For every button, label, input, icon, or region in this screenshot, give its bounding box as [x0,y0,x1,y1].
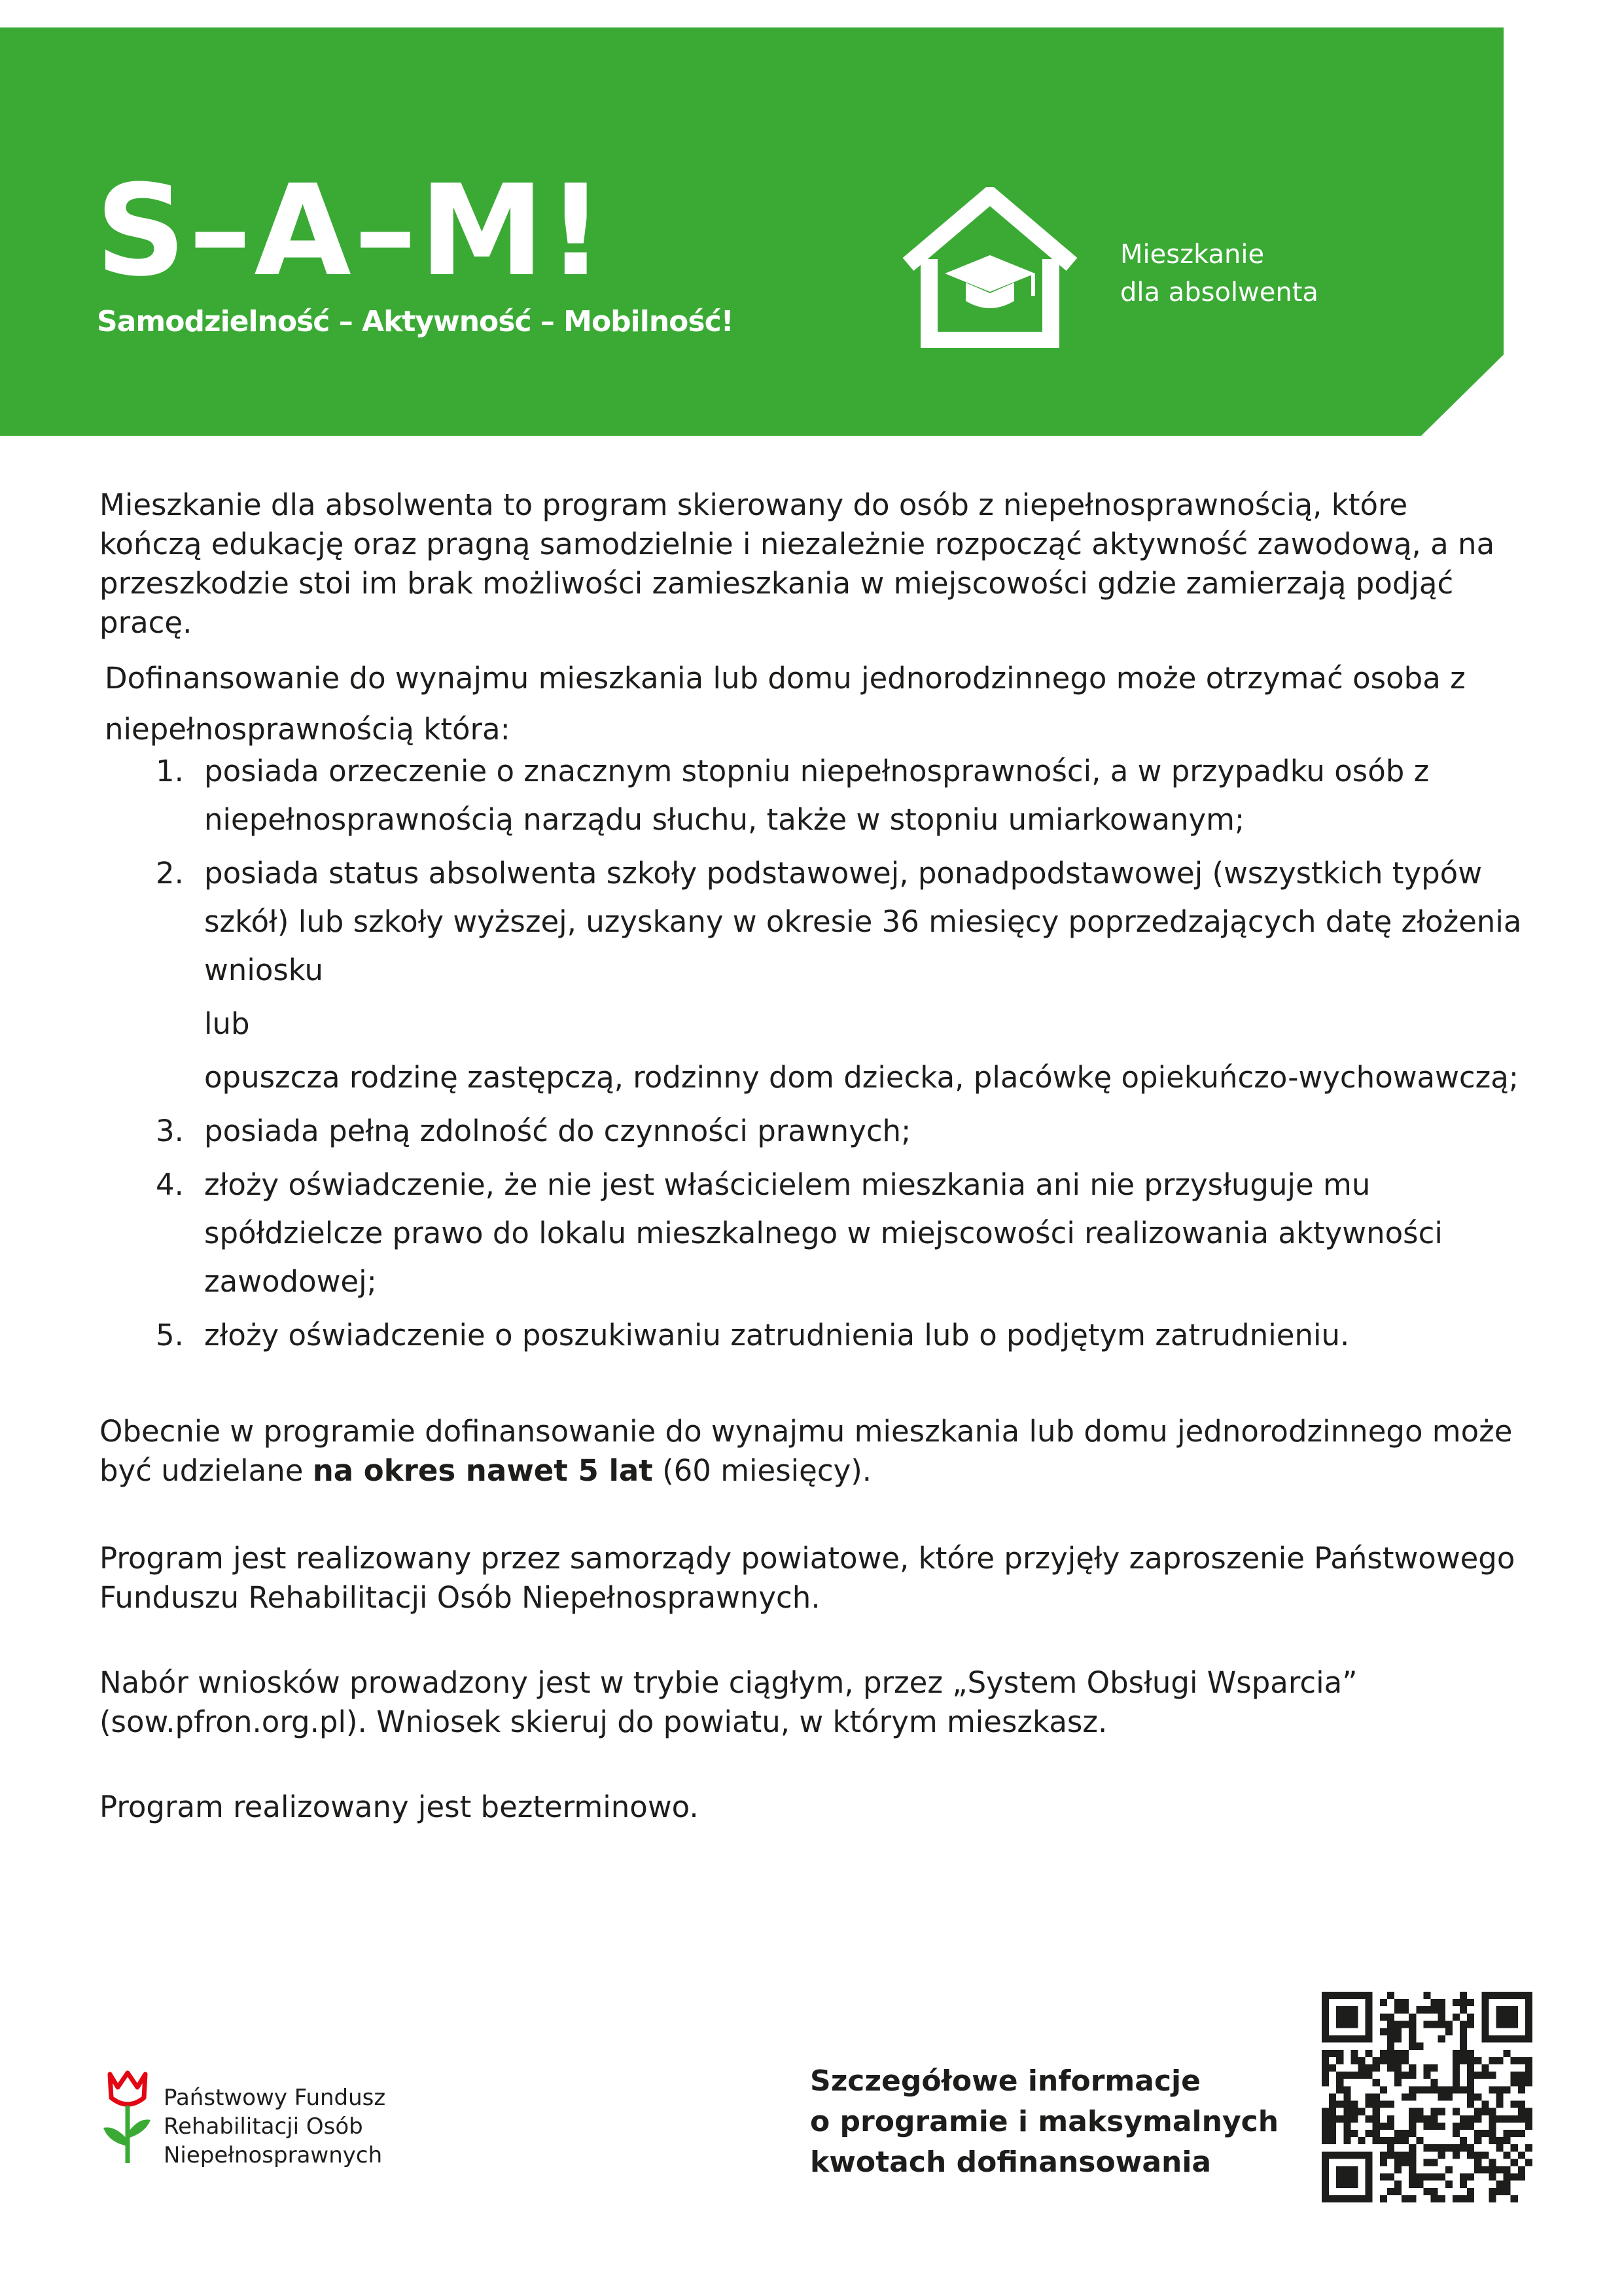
list-alt-text: opuszcza rodzinę zastępczą, rodzinny dom dziecka, placówkę opiekuńczo-wychowawczą; [204,1060,1519,1095]
list-item [156,849,1556,1102]
list-number: 3. [156,1114,184,1148]
list-number: 4. [156,1167,184,1202]
program-name-line1: Mieszkanie [1120,239,1265,270]
list-item [156,1161,1556,1306]
term-before: Obecnie w programie dofinansowanie do wynajmu mieszkania lub domu jednorodzinnego może być udzielane [99,1414,1513,1488]
term-paragraph [99,1412,1565,1491]
program-name-line2: dla absolwenta [1120,277,1318,308]
list-item [156,1311,1556,1360]
list-text: posiada status absolwenta szkoły podstawowej, ponadpodstawowej (wszystkich typów szkół) lub szkoły wyższej, uzyskany w okresie 36 miesięcy poprzedzających datę złożenia wniosku [204,856,1522,987]
house-graduation-cap-icon [902,187,1078,348]
term-bold: na okres nawet 5 lat [312,1453,653,1488]
list-text: złoży oświadczenie, że nie jest właścicielem mieszkania ani nie przysługuje mu spółdzielcze prawo do lokalu mieszkalnego w miejscowości realizowania aktywności zawodowej; [204,1167,1443,1299]
intro-paragraph: Mieszkanie dla absolwenta to program skierowany do osób z niepełnosprawnością, które kończą edukację oraz pragną samodzielnie i niezależnie rozpocząć aktywność zawodową, a na przeszkodzie stoi im brak możliwości zamieszkania w miejscowości gdzie zamierzają podjąć pracę. [99,487,1495,640]
more-info-line3: kwotach dofinansowania [810,2146,1212,2179]
implementation-paragraph: Program jest realizowany przez samorządy powiatowe, które przyjęły zaproszenie Państwowego Funduszu Rehabilitacji Osób Niepełnosprawnych. [99,1541,1515,1615]
list-item [156,747,1556,844]
pfron-name [164,2083,385,2170]
list-text: złoży oświadczenie o poszukiwaniu zatrudnienia lub o podjętym zatrudnieniu. [204,1318,1350,1352]
list-item [156,1107,1556,1156]
list-text: posiada orzeczenie o znacznym stopniu niepełnosprawności, a w przypadku osób z niepełnosprawnością narządu słuchu, także w stopniu umiarkowanym; [204,754,1430,837]
list-text: posiada pełną zdolność do czynności prawnych; [204,1114,911,1148]
permanent-paragraph: Program realizowany jest bezterminowo. [99,1790,699,1824]
list-or-word: lub [204,1006,250,1041]
program-name [1120,236,1318,311]
pfron-line2: Rehabilitacji Osób [164,2113,363,2140]
term-after: (60 miesięcy). [652,1453,872,1488]
tulip-icon [98,2068,157,2166]
list-number: 5. [156,1318,184,1352]
conditions-lead: Dofinansowanie do wynajmu mieszkania lub domu jednorodzinnego może otrzymać osoba z niepełnosprawnością która: [105,661,1466,747]
pfron-line1: Państwowy Fundusz [164,2085,386,2111]
list-number: 2. [156,856,184,891]
qr-code-icon[interactable] [1322,1992,1532,2202]
pfron-line3: Niepełnosprawnych [164,2142,383,2168]
conditions-list [156,747,1556,1365]
recruitment-paragraph: Nabór wniosków prowadzony jest w trybie ciągłym, przez „System Obsługi Wsparcia” (sow.pfron.org.pl). Wniosek skieruj do powiatu, w którym mieszkasz. [99,1665,1358,1739]
more-info-line2: o programie i maksymalnych [810,2105,1279,2138]
more-info-line1: Szczegółowe informacje [810,2064,1201,2098]
sam-logo: S–A–M! [96,158,607,304]
logo-tagline: Samodzielność – Aktywność – Mobilność! [97,305,733,338]
more-info-text [810,2061,1279,2183]
list-number: 1. [156,754,184,788]
